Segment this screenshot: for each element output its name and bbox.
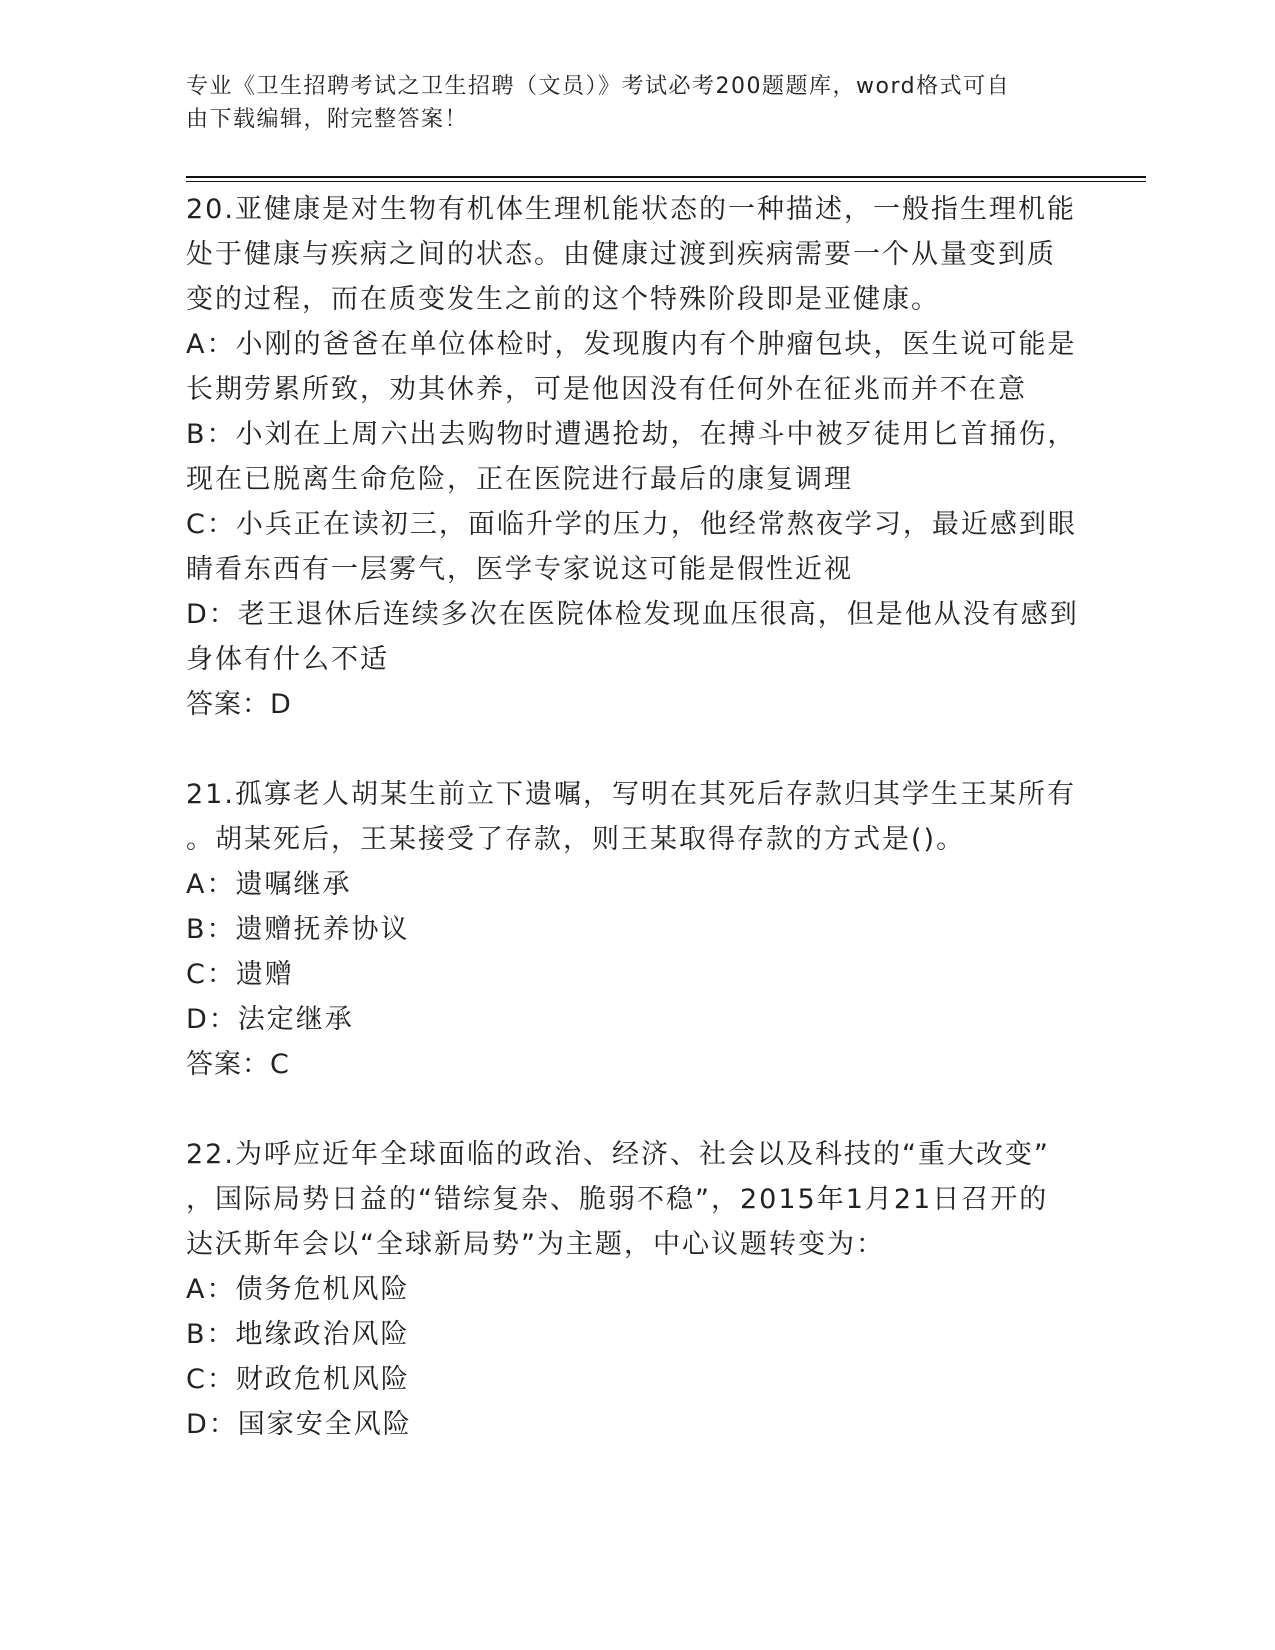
question-list — [186, 187, 1079, 1492]
option-d: D：国家安全风险 — [186, 1409, 412, 1440]
option-c — [186, 502, 1077, 592]
question-stem-line: 21.孤寡老人胡某生前立下遗嘱，写明在其死后存款归其学生王某所有 — [186, 779, 1076, 810]
option-line: C：小兵正在读初三，面临升学的压力，他经常熬夜学习，最近感到眼 — [186, 509, 1077, 540]
option-a: A：债务危机风险 — [186, 1274, 410, 1305]
option-line: 睛看东西有一层雾气，医学专家说这可能是假性近视 — [186, 554, 853, 585]
option-d: D：法定继承 — [186, 1004, 354, 1035]
option-b: B：地缘政治风险 — [186, 1319, 410, 1350]
option-c: C：财政危机风险 — [186, 1364, 410, 1395]
question-21 — [186, 772, 1076, 1087]
question-stem-line: 处于健康与疾病之间的状态。由健康过渡到疾病需要一个从量变到质 — [186, 239, 1056, 270]
document-header — [186, 70, 1066, 136]
question-stem-line: 22.为呼应近年全球面临的政治、经济、社会以及科技的“重大改变” — [186, 1139, 1050, 1170]
option-line: B：小刘在上周六出去购物时遭遇抢劫，在搏斗中被歹徒用匕首捅伤， — [186, 419, 1077, 450]
question-22 — [186, 1132, 1066, 1447]
header-line: 专业《卫生招聘考试之卫生招聘（文员）》考试必考200题题库，word格式可自 — [186, 74, 1011, 99]
question-stem-line: 20.亚健康是对生物有机体生理机能状态的一种描述，一般指生理机能 — [186, 194, 1076, 225]
option-b: B：遗赠抚养协议 — [186, 914, 410, 945]
option-line: 身体有什么不适 — [186, 644, 389, 675]
option-a — [186, 322, 1077, 412]
option-d — [186, 592, 1079, 682]
option-line: 长期劳累所致，劝其休养，可是他因没有任何外在征兆而并不在意 — [186, 374, 1027, 405]
option-b — [186, 412, 1077, 502]
answer-label: 答案：C — [186, 1049, 290, 1080]
option-line: D：老王退休后连续多次在医院体检发现血压很高，但是他从没有感到 — [186, 599, 1079, 630]
answer-label: 答案：D — [186, 689, 292, 720]
question-stem-line: 。胡某死后，王某接受了存款，则王某取得存款的方式是()。 — [186, 824, 966, 855]
option-c: C：遗赠 — [186, 959, 294, 990]
question-20 — [186, 187, 1079, 727]
header-divider-thin — [186, 181, 1146, 182]
header-line: 由下载编辑，附完整答案！ — [186, 107, 469, 132]
question-stem-line: 变的过程，而在质变发生之前的这个特殊阶段即是亚健康。 — [186, 284, 940, 315]
header-divider-thick — [186, 176, 1146, 178]
question-stem-line: 达沃斯年会以“全球新局势”为主题，中心议题转变为： — [186, 1229, 885, 1260]
option-a: A：遗嘱继承 — [186, 869, 352, 900]
option-line: 现在已脱离生命危险，正在医院进行最后的康复调理 — [186, 464, 853, 495]
question-stem-line: ，国际局势日益的“错综复杂、脆弱不稳”，2015年1月21日召开的 — [186, 1184, 1049, 1215]
option-line: A：小刚的爸爸在单位体检时，发现腹内有个肿瘤包块，医生说可能是 — [186, 329, 1077, 360]
